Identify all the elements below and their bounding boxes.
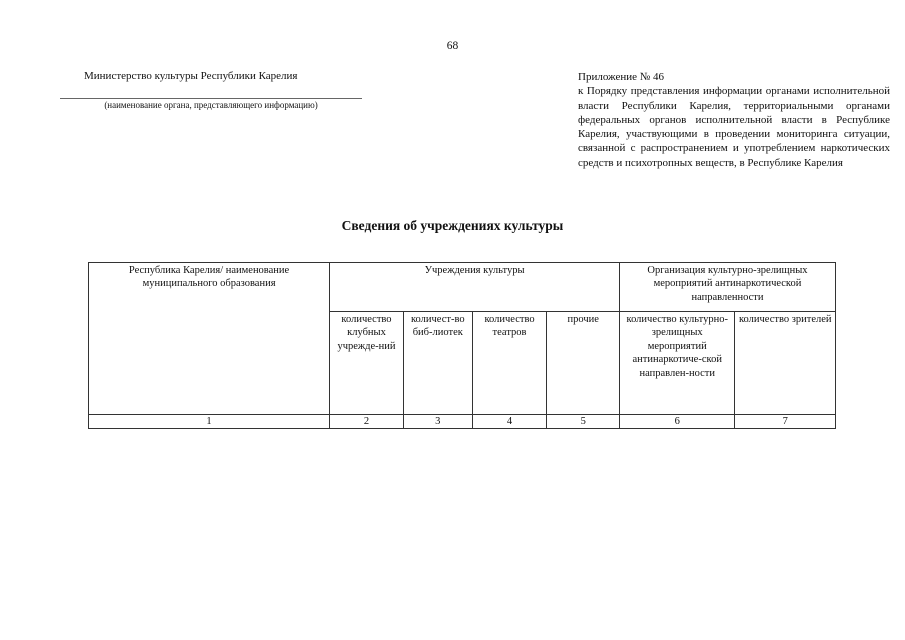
appendix-title: Приложение № 46 [578,71,665,83]
header-institutions: Учреждения культуры [330,263,620,312]
column-number: 7 [735,415,836,429]
column-number: 2 [330,415,404,429]
organization-underline [60,98,362,99]
table-header-row [89,263,836,312]
header-region: Республика Карелия/ наименование муниципального образования [89,263,330,415]
column-number: 3 [403,415,472,429]
column-number: 1 [89,415,330,429]
page-number: 68 [446,40,459,52]
appendix-text: к Порядку представления информации органами исполнительной власти Республики Карелия, территориальными органами федеральных органов исполнительной власти в Республике Карелия, участвующими в проведении мониторинга ситуации, связанной с распространением и употреблением наркотических средств и психотропных веществ, в Республике Карелия [578,85,890,169]
subheader-spectators: количество зрителей [735,312,836,415]
column-number: 6 [619,415,735,429]
column-number-row [89,415,836,429]
subheader-theaters: количество театров [472,312,547,415]
header-events: Организация культурно-зрелищных мероприятий антинаркотической направленности [619,263,835,312]
column-number: 4 [472,415,547,429]
subheader-events-count: количество культурно-зрелищных мероприятий антинаркотиче-ской направлен-ности [619,312,735,415]
column-number: 5 [547,415,620,429]
appendix-note [578,70,890,170]
organization-name: Министерство культуры Республики Карелия [84,70,298,82]
subheader-other: прочие [547,312,620,415]
subheader-libraries: количест-во биб-лиотек [403,312,472,415]
culture-institutions-table [88,262,836,429]
document-title: Сведения об учреждениях культуры [341,218,564,233]
organization-caption: (наименование органа, представляющего информацию) [104,100,318,110]
subheader-clubs: количество клубных учрежде-ний [330,312,404,415]
